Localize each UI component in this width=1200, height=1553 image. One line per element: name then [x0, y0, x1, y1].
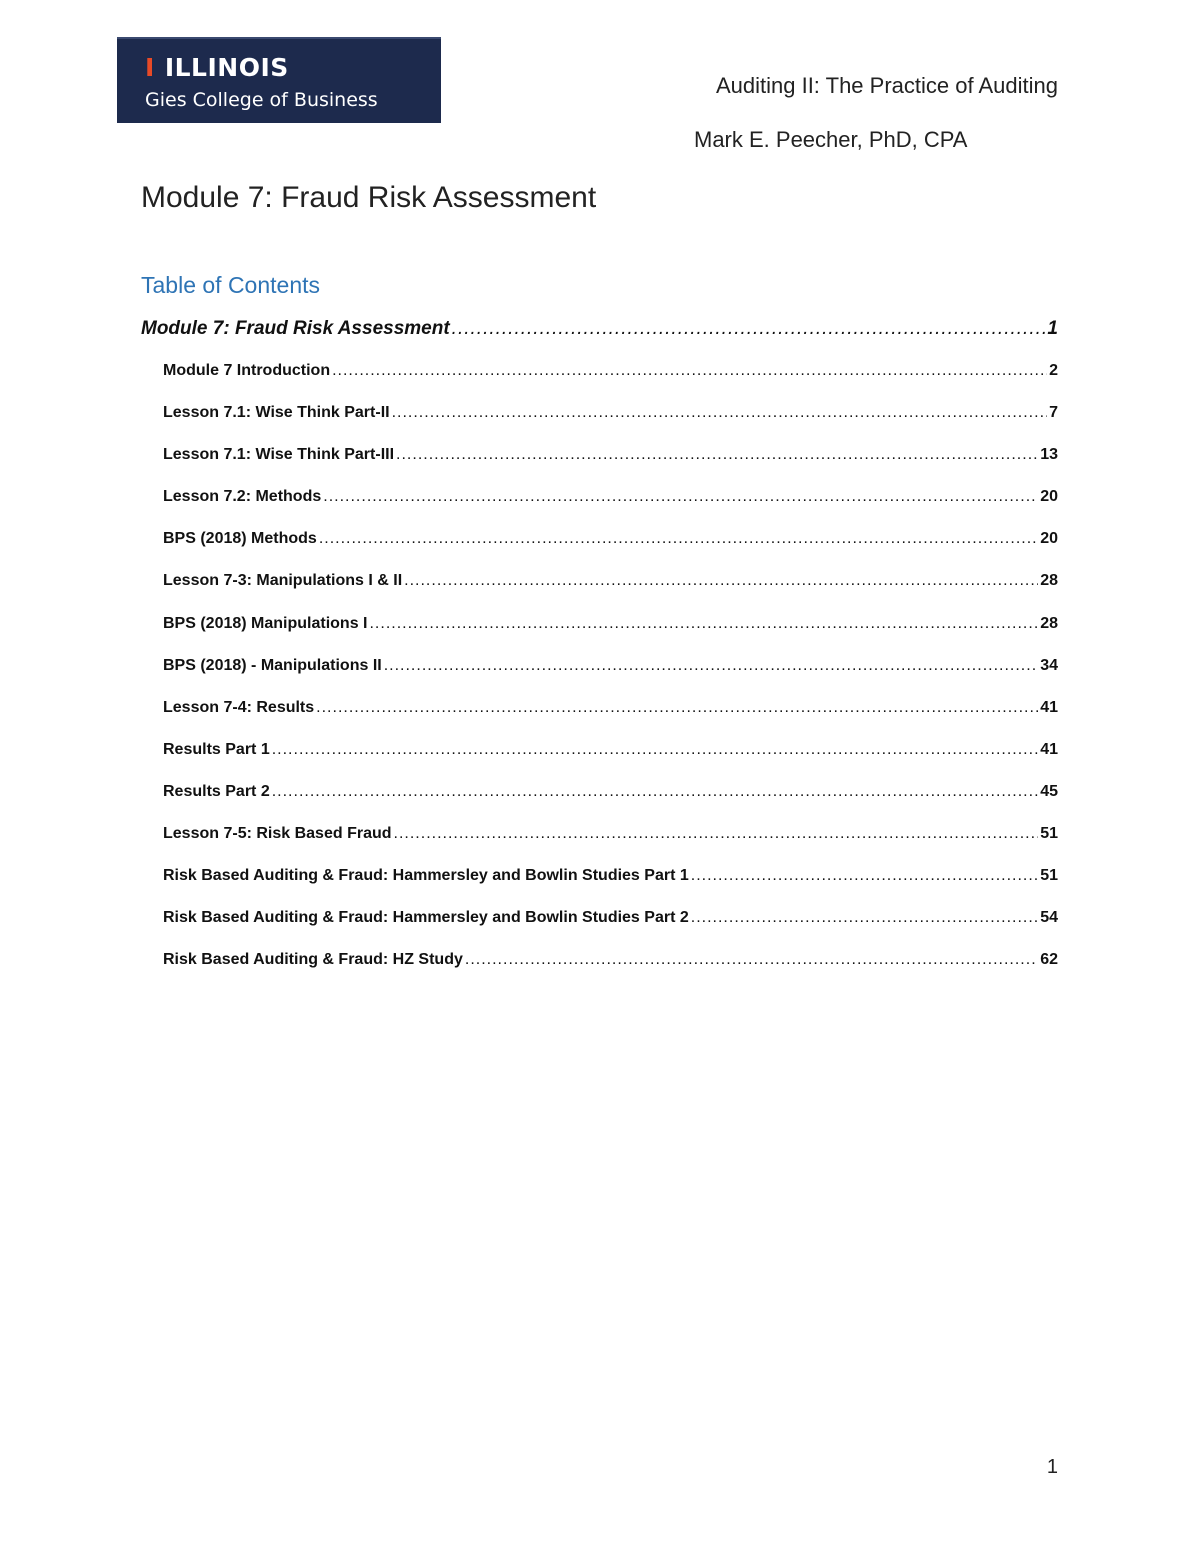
toc-entry[interactable] — [141, 657, 1058, 699]
toc-entry-page: 28 — [1040, 572, 1058, 590]
toc-entry-title: Risk Based Auditing & Fraud: Hammersley and Bowlin Studies Part 1 — [163, 867, 689, 885]
block-i-icon: I — [145, 53, 155, 82]
toc-dot-leader — [272, 741, 1038, 759]
toc-entry[interactable] — [141, 909, 1058, 951]
toc-entry[interactable] — [141, 446, 1058, 488]
toc-entry-page: 41 — [1040, 698, 1058, 716]
toc-dot-leader — [319, 530, 1038, 548]
toc-dot-leader — [396, 446, 1038, 464]
toc-entry[interactable] — [141, 488, 1058, 530]
module-title: Module 7: Fraud Risk Assessment — [141, 181, 597, 214]
toc-heading: Table of Contents — [141, 272, 321, 298]
toc-dot-leader — [691, 867, 1038, 885]
toc-dot-leader — [384, 657, 1039, 675]
toc-entry-page: 45 — [1040, 782, 1058, 800]
toc-dot-leader — [369, 615, 1038, 633]
toc-entry-page: 51 — [1040, 867, 1058, 885]
toc-entry-title: BPS (2018) Manipulations I — [163, 614, 368, 632]
toc-entry[interactable] — [141, 867, 1058, 909]
toc-entry-title: Module 7 Introduction — [163, 362, 331, 379]
toc-entry-page: 7 — [1049, 404, 1058, 422]
toc-dot-leader — [452, 318, 1046, 340]
toc-dot-leader — [323, 488, 1038, 506]
toc-entry-page: 28 — [1040, 614, 1058, 632]
toc-entry-page: 34 — [1040, 656, 1058, 674]
toc-entry-title: Lesson 7-5: Risk Based Fraud — [163, 825, 392, 843]
course-title: Auditing II: The Practice of Auditing — [715, 73, 1058, 98]
toc-dot-leader — [465, 951, 1038, 969]
toc-entry-page: 51 — [1040, 825, 1058, 843]
toc-entry[interactable] — [141, 572, 1058, 614]
toc-entry-title: BPS (2018) - Manipulations II — [163, 656, 382, 674]
toc-entry-title: Lesson 7.2: Methods — [163, 488, 322, 506]
illinois-gies-logo — [117, 37, 441, 123]
toc-entry[interactable] — [141, 951, 1058, 993]
toc-entry-page: 62 — [1040, 951, 1058, 969]
toc-entry-title: Risk Based Auditing & Fraud: HZ Study — [163, 951, 463, 969]
toc-entry-title: BPS (2018) Methods — [163, 530, 317, 548]
toc-dot-leader — [316, 699, 1038, 717]
toc-dot-leader — [272, 783, 1038, 801]
toc-entry[interactable] — [141, 699, 1058, 741]
toc-entry-title: Lesson 7-4: Results — [163, 698, 315, 716]
toc-entry-title: Lesson 7.1: Wise Think Part-II — [163, 404, 390, 422]
logo-wordmark — [145, 53, 289, 83]
toc-entry-title: Module 7: Fraud Risk Assessment — [141, 318, 450, 339]
toc-entry-page: 1 — [1047, 318, 1058, 339]
logo-college-name: Gies College of Business — [145, 89, 378, 111]
toc-entry[interactable] — [141, 362, 1058, 404]
toc-entry[interactable] — [141, 741, 1058, 783]
toc-entry-page: 2 — [1049, 362, 1058, 379]
toc-entry-page: 13 — [1040, 446, 1058, 464]
table-of-contents — [141, 318, 1058, 993]
toc-entry-page: 54 — [1040, 909, 1058, 927]
toc-entry-page: 20 — [1040, 488, 1058, 506]
toc-entry-page: 20 — [1040, 530, 1058, 548]
toc-dot-leader — [392, 404, 1048, 422]
toc-entry[interactable] — [141, 825, 1058, 867]
toc-entry-title: Lesson 7-3: Manipulations I & II — [163, 572, 403, 590]
toc-entry[interactable] — [141, 615, 1058, 657]
toc-entry-title: Results Part 2 — [163, 782, 270, 800]
toc-entry-title: Lesson 7.1: Wise Think Part-III — [163, 446, 395, 464]
toc-dot-leader — [332, 362, 1047, 380]
logo-name: ILLINOIS — [164, 53, 289, 82]
toc-dot-leader — [691, 909, 1038, 927]
toc-entry-title: Risk Based Auditing & Fraud: Hammersley and Bowlin Studies Part 2 — [163, 909, 689, 927]
toc-dot-leader — [404, 572, 1038, 590]
toc-entry[interactable] — [141, 783, 1058, 825]
toc-entry[interactable] — [141, 404, 1058, 446]
toc-entry[interactable] — [141, 318, 1058, 362]
toc-entry-page: 41 — [1040, 740, 1058, 758]
toc-dot-leader — [394, 825, 1039, 843]
page-number: 1 — [1046, 1456, 1058, 1478]
toc-entry[interactable] — [141, 530, 1058, 572]
toc-entry-title: Results Part 1 — [163, 740, 270, 758]
instructor-name: Mark E. Peecher, PhD, CPA — [694, 127, 968, 152]
